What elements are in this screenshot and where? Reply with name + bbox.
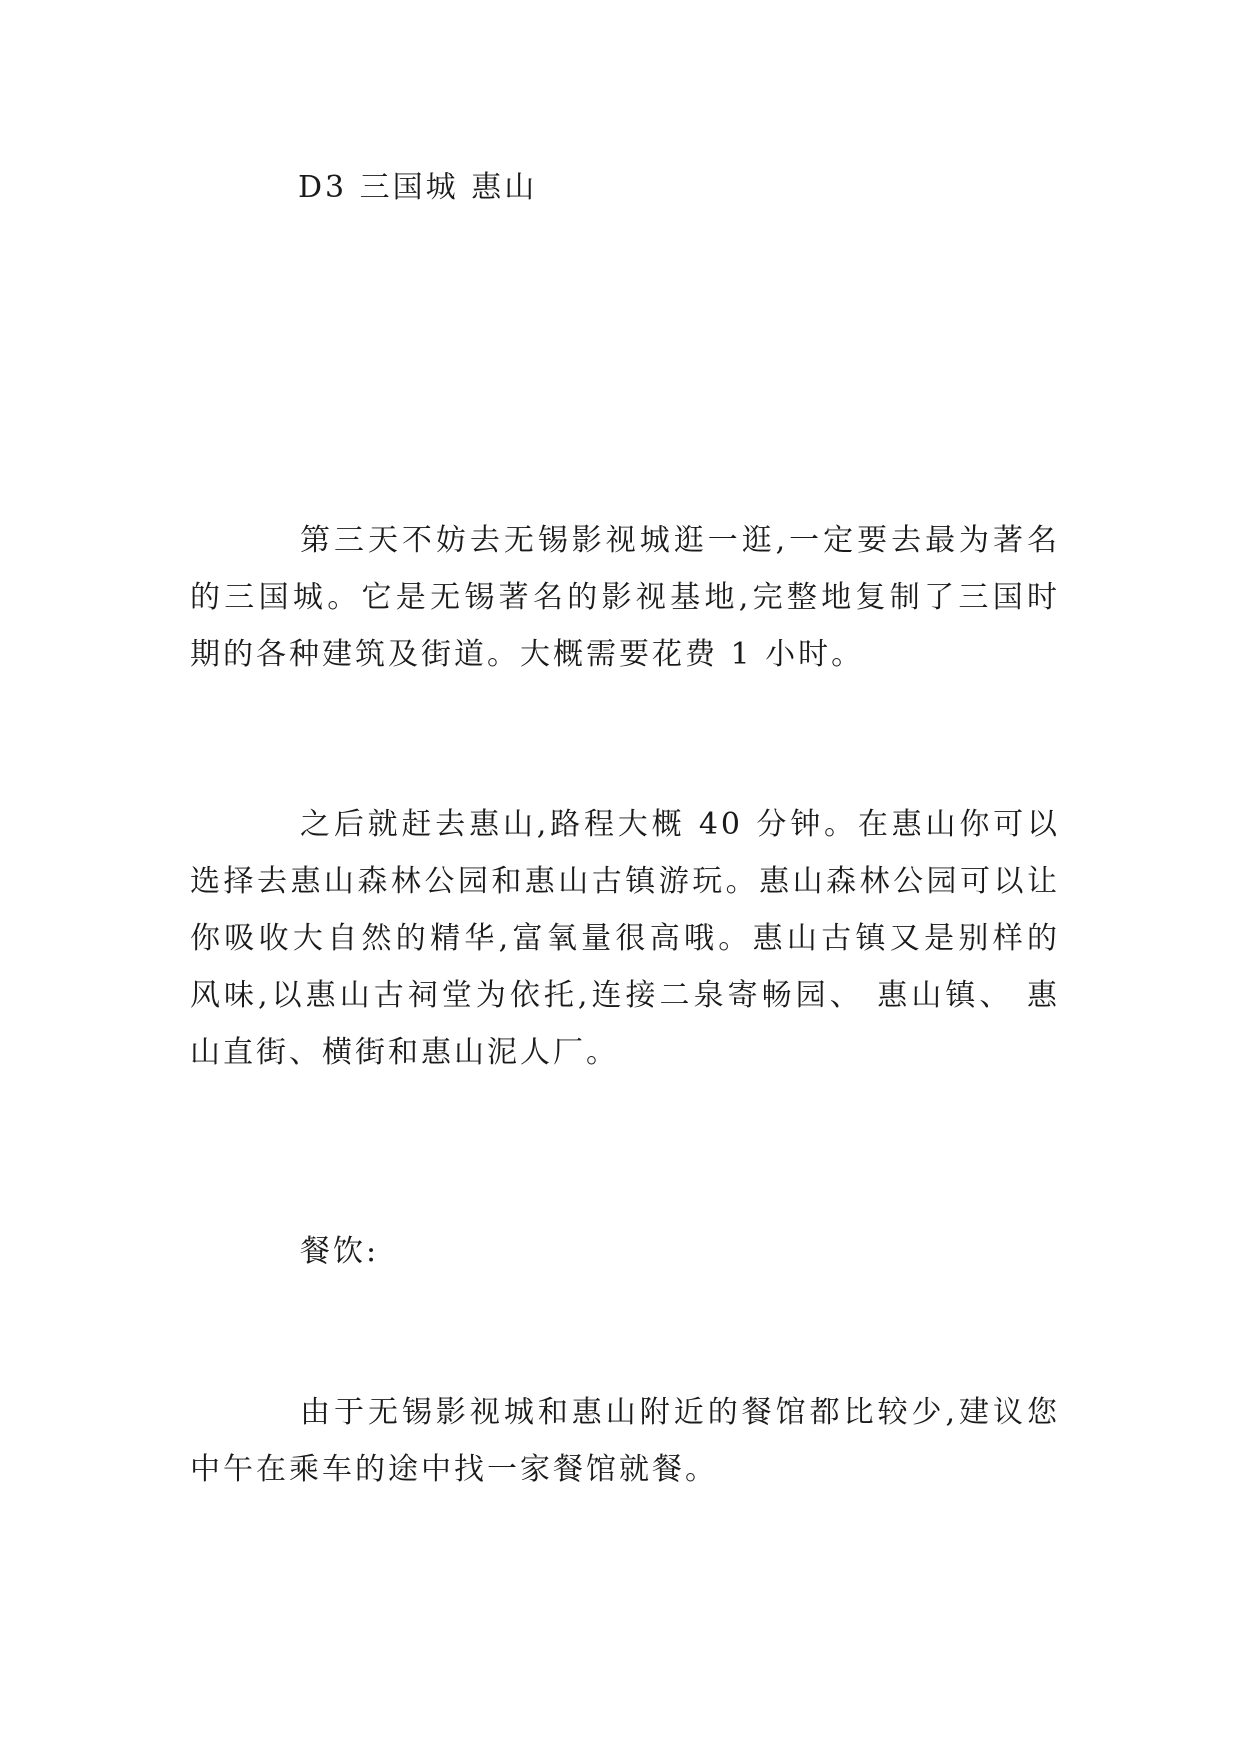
paragraph-sanguocheng: 第三天不妨去无锡影视城逛一逛,一定要去最为著名的三国城。它是无锡著名的影视基地,完整地复制了三国时期的各种建筑及街道。大概需要花费 1 小时。 <box>190 523 1060 672</box>
paragraph-dining: 由于无锡影视城和惠山附近的餐馆都比较少,建议您中午在乘车的途中找一家餐馆就餐。 <box>190 1395 1060 1487</box>
section-heading: D3 三国城 惠山 <box>298 170 538 205</box>
dining-label: 餐饮: <box>300 1234 380 1269</box>
paragraph-huishan: 之后就赶去惠山,路程大概 40 分钟。在惠山你可以选择去惠山森林公园和惠山古镇游玩。惠山森林公园可以让你吸收大自然的精华,富氧量很高哦。惠山古镇又是别样的风味,以惠山古祠堂为依托,连接二泉寄畅园、 惠山镇、 惠山直街、横街和惠山泥人厂。 <box>190 807 1060 1070</box>
